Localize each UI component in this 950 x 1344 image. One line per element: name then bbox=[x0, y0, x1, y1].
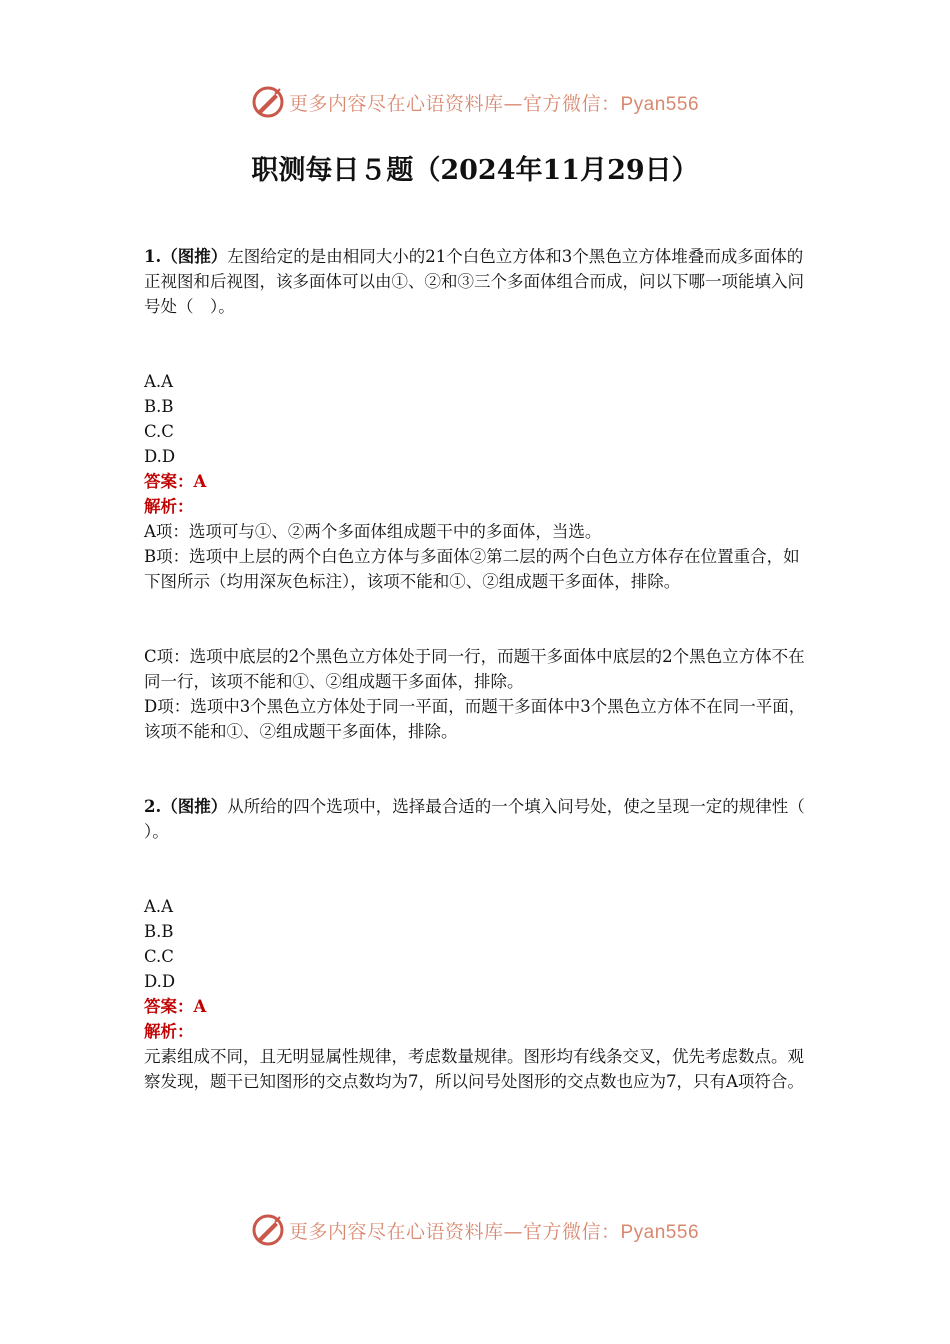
document-body bbox=[144, 244, 808, 1094]
wechat-id: Pyan556 bbox=[620, 1221, 700, 1243]
answer-label: 答案：A bbox=[144, 472, 207, 491]
option-d: D.D bbox=[144, 972, 176, 991]
option-c: C.C bbox=[144, 422, 174, 441]
option-b: B.B bbox=[144, 922, 174, 941]
pen-logo-icon bbox=[251, 85, 285, 119]
analysis-line: C项：选项中底层的2个黑色立方体处于同一行，而题干多面体中底层的2个黑色立方体不在同一行，该项不能和①、②组成题干多面体，排除。 bbox=[144, 647, 805, 691]
question-text: 从所给的四个选项中，选择最合适的一个填入问号处，使之呈现一定的规律性（ ）。 bbox=[144, 797, 805, 841]
analysis-label: 解析： bbox=[144, 1022, 194, 1041]
banner-text: 更多内容尽在心语资料库—官方微信：Pyan556 bbox=[288, 1220, 700, 1243]
question-1-stem bbox=[144, 244, 808, 319]
question-number: 1. bbox=[144, 247, 162, 266]
footer-banner bbox=[0, 1210, 950, 1250]
option-a: A.A bbox=[144, 897, 174, 916]
analysis-label: 解析： bbox=[144, 497, 194, 516]
question-tag: （图推） bbox=[161, 797, 228, 816]
question-2-stem bbox=[144, 794, 808, 844]
analysis-text: 元素组成不同，且无明显属性规律，考虑数量规律。图形均有线条交叉，优先考虑数点。观察发现，题干已知图形的交点数均为7，所以问号处图形的交点数也应为7，只有A项符合。 bbox=[144, 1047, 804, 1091]
analysis-line: B项：选项中上层的两个白色立方体与多面体②第二层的两个白色立方体存在位置重合，如下图所示（均用深灰色标注），该项不能和①、②组成题干多面体，排除。 bbox=[144, 547, 800, 591]
option-d: D.D bbox=[144, 447, 176, 466]
analysis-line: D项：选项中3个黑色立方体处于同一平面，而题干多面体中3个黑色立方体不在同一平面，该项不能和①、②组成题干多面体，排除。 bbox=[144, 697, 806, 741]
wechat-id: Pyan556 bbox=[620, 93, 700, 115]
header-banner bbox=[0, 82, 950, 122]
answer-label: 答案：A bbox=[144, 997, 207, 1016]
option-b: B.B bbox=[144, 397, 174, 416]
option-a: A.A bbox=[144, 372, 174, 391]
option-c: C.C bbox=[144, 947, 174, 966]
question-tag: （图推） bbox=[161, 247, 228, 266]
question-text: 左图给定的是由相同大小的21个白色立方体和3个黑色立方体堆叠而成多面体的正视图和后视图，该多面体可以由①、②和③三个多面体组合而成，问以下哪一项能填入问号处（ ）。 bbox=[144, 247, 804, 316]
banner-text: 更多内容尽在心语资料库—官方微信：Pyan556 bbox=[288, 92, 700, 115]
pen-logo-icon bbox=[251, 1213, 285, 1247]
question-number: 2. bbox=[144, 797, 162, 816]
page-title: 职测每日５题（2024年11月29日） bbox=[251, 155, 699, 186]
analysis-line: A项：选项可与①、②两个多面体组成题干中的多面体，当选。 bbox=[144, 522, 602, 541]
